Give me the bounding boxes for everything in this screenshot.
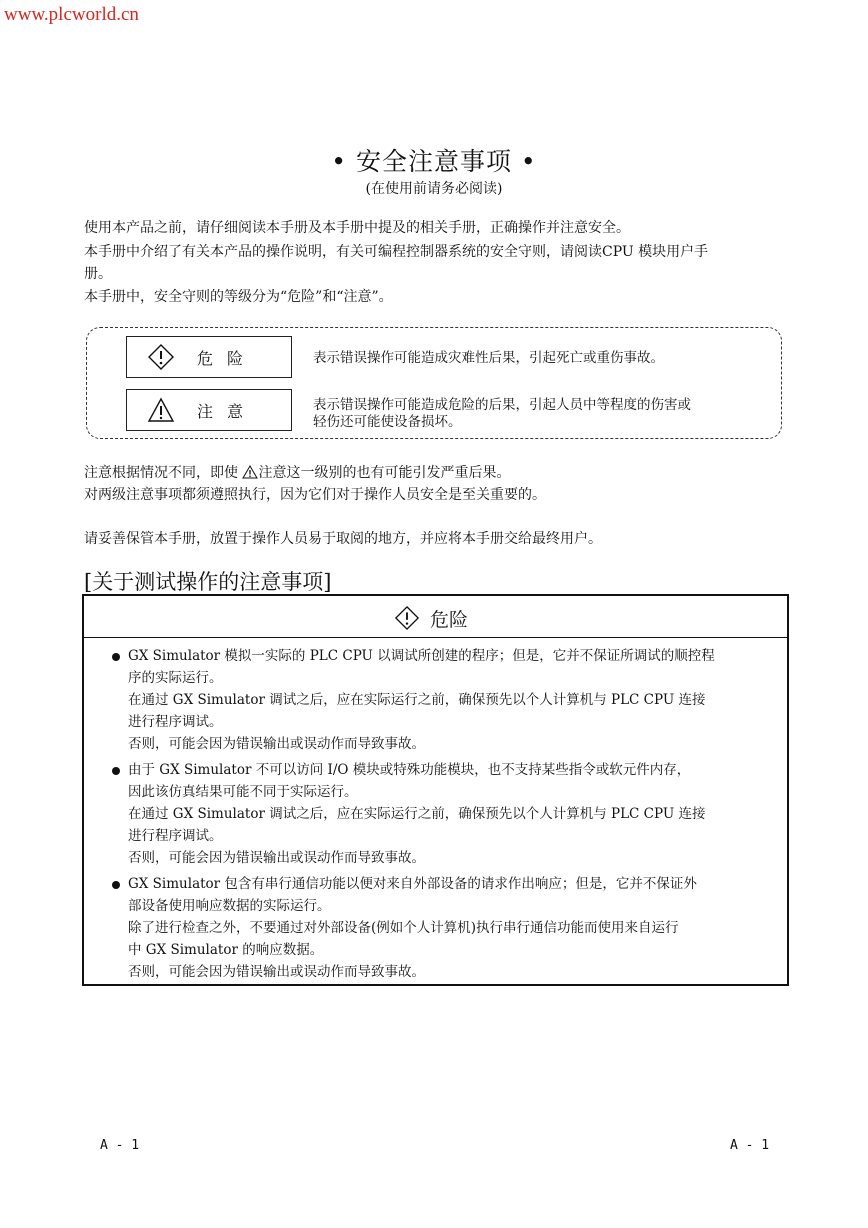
item-2-line-3: 在通过 GX Simulator 调试之后，应在实际运行之前，确保预先以个人计算机与 PLC CPU 连接: [128, 806, 706, 822]
danger-diamond-icon: [394, 605, 420, 631]
caution-triangle-icon: [147, 396, 175, 424]
item-3-line-1: GX Simulator 包含有串行通信功能以便对来自外部设备的请求作出响应；但是，它并不保证外: [128, 876, 697, 892]
section-heading: [关于测试操作的注意事项]: [84, 570, 332, 594]
note-line-3: 请妥善保管本手册，放置于操作人员易于取阅的地方，并应将本手册交给最终用户。: [84, 531, 602, 547]
caution-level-label: 注意: [197, 402, 258, 421]
danger-level-label: 危险: [197, 349, 258, 368]
intro-line-1: 使用本产品之前，请仔细阅读本手册及本手册中提及的相关手册，正确操作并注意安全。: [84, 220, 630, 236]
watermark-url: www.plcworld.cn: [4, 4, 139, 25]
item-3-line-3: 除了进行检查之外，不要通过对外部设备(例如个人计算机)执行串行通信功能而使用来自运行: [128, 920, 679, 936]
item-3-line-2: 部设备使用响应数据的实际运行。: [128, 898, 331, 914]
footer-page-right: A - 1: [730, 1138, 770, 1153]
danger-level-box: [126, 336, 292, 378]
item-1-line-1: GX Simulator 模拟一实际的 PLC CPU 以调试所创建的程序；但是，它并不保证所调试的顺控程: [128, 648, 715, 664]
danger-level-description: 表示错误操作可能造成灾难性后果，引起死亡或重伤事故。: [313, 350, 664, 366]
intro-line-4: 本手册中，安全守则的等级分为“危险”和“注意”。: [84, 289, 393, 305]
item-1-line-5: 否则，可能会因为错误输出或误动作而导致事故。: [128, 736, 425, 752]
intro-line-2: 本手册中介绍了有关本产品的操作说明，有关可编程控制器系统的安全守则，请阅读CPU 模块用户手: [84, 244, 709, 260]
caution-level-description-2: 轻伤还可能使设备损坏。: [313, 414, 462, 430]
item-2-line-4: 进行程序调试。: [128, 828, 223, 844]
page-title: • 安全注意事项 •: [331, 147, 537, 176]
caution-level-box: [126, 389, 292, 431]
item-1-line-2: 序的实际运行。: [128, 670, 223, 686]
note-line-1: [84, 463, 774, 483]
footer-page-left: A - 1: [100, 1138, 140, 1153]
item-1-line-3: 在通过 GX Simulator 调试之后，应在实际运行之前，确保预先以个人计算机与 PLC CPU 连接: [128, 692, 706, 708]
note-line-2: 对两级注意事项都须遵照执行，因为它们对于操作人员安全是至关重要的。: [84, 487, 546, 503]
item-2-line-1: 由于 GX Simulator 不可以访问 I/O 模块或特殊功能模块，也不支持某些指令或软元件内存，: [128, 762, 691, 778]
danger-box-header: [84, 596, 787, 638]
caution-triangle-icon: [242, 465, 258, 479]
bullet-icon: [112, 653, 120, 661]
item-3-line-5: 否则，可能会因为错误输出或误动作而导致事故。: [128, 964, 425, 980]
danger-box-title: 危险: [430, 609, 469, 631]
page-subtitle: (在使用前请务必阅读): [365, 181, 503, 197]
caution-level-description-1: 表示错误操作可能造成危险的后果，引起人员中等程度的伤害或: [313, 397, 691, 413]
item-3-line-4: 中 GX Simulator 的响应数据。: [128, 942, 324, 958]
note-line-1-pre: 注意根据情况不同，即使: [84, 465, 243, 481]
item-1-line-4: 进行程序调试。: [128, 714, 223, 730]
item-2-line-5: 否则，可能会因为错误输出或误动作而导致事故。: [128, 850, 425, 866]
danger-warning-box: [82, 594, 789, 986]
danger-diamond-icon: [147, 343, 175, 371]
bullet-icon: [112, 767, 120, 775]
item-2-line-2: 因此该仿真结果可能不同于实际运行。: [128, 784, 358, 800]
note-line-1-post: 注意这一级别的也有可能引发严重后果。: [258, 465, 511, 481]
intro-line-3: 册。: [84, 266, 112, 282]
bullet-icon: [112, 881, 120, 889]
